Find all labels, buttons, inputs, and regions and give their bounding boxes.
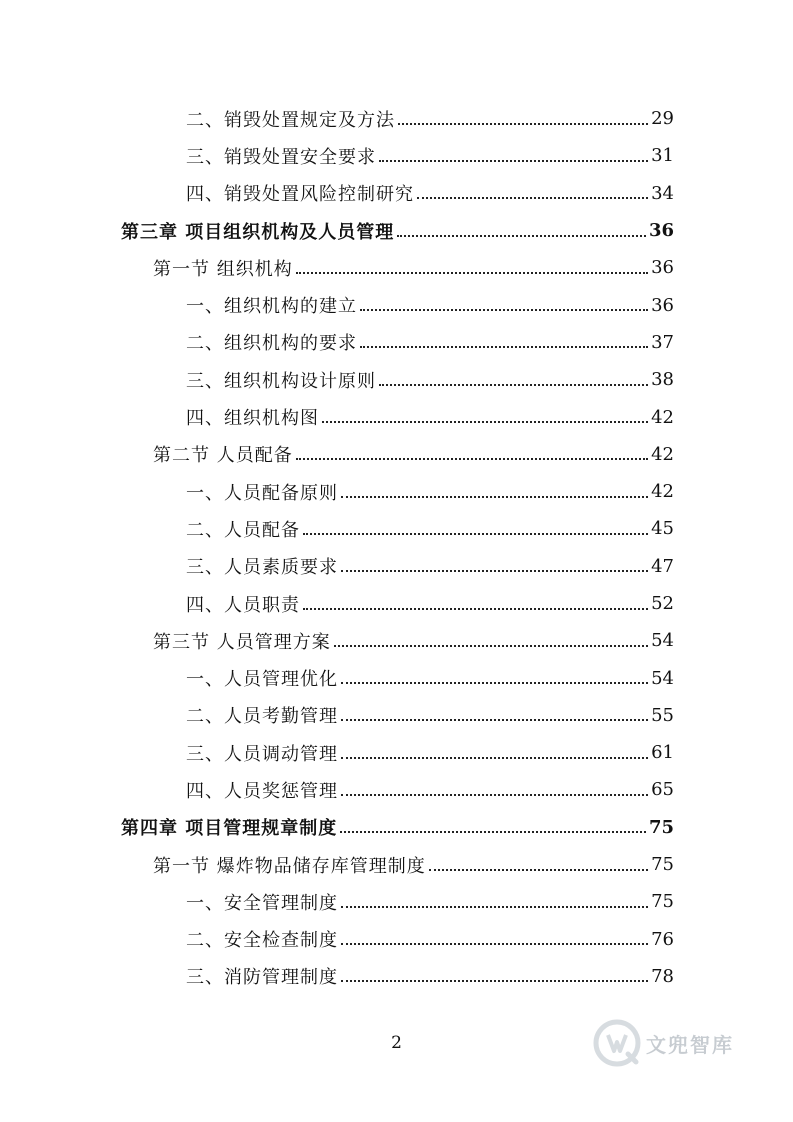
table-of-contents [0,100,793,995]
toc-entry-page-number: 42 [651,443,674,465]
toc-dot-leader [334,645,648,647]
toc-entry-item[interactable] [0,921,793,958]
toc-entry-item[interactable] [0,100,793,137]
toc-entry-label: 二、安全检查制度 [186,930,338,952]
toc-dot-leader [341,719,648,721]
toc-entry-page-number: 75 [651,854,674,876]
toc-entry-item[interactable] [0,175,793,212]
toc-entry-item[interactable] [0,324,793,361]
toc-entry-page-number: 54 [651,630,674,652]
watermark [592,1018,734,1068]
toc-dot-leader [398,123,648,125]
page-number: 2 [391,1033,402,1053]
toc-entry-item[interactable] [0,659,793,696]
toc-entry-label: 一、组织机构的建立 [186,296,357,318]
toc-entry-label: 三、组织机构设计原则 [186,370,376,392]
toc-entry-item[interactable] [0,286,793,323]
toc-entry-label: 第一节 爆炸物品储存库管理制度 [153,855,426,877]
toc-entry-chapter[interactable] [0,212,793,249]
toc-entry-page-number: 65 [651,779,674,801]
toc-dot-leader [341,682,648,684]
toc-entry-item[interactable] [0,510,793,547]
toc-entry-page-number: 76 [651,928,674,950]
toc-entry-item[interactable] [0,585,793,622]
toc-entry-item[interactable] [0,734,793,771]
toc-entry-page-number: 45 [651,518,674,540]
toc-entry-label: 二、销毁处置规定及方法 [186,109,395,131]
toc-dot-leader [397,235,646,237]
toc-entry-label: 三、消防管理制度 [186,967,338,989]
toc-entry-label: 第三节 人员管理方案 [153,631,331,653]
toc-dot-leader [341,570,648,572]
toc-entry-page-number: 37 [651,331,674,353]
toc-entry-page-number: 55 [651,704,674,726]
toc-entry-item[interactable] [0,697,793,734]
toc-entry-label: 四、人员奖惩管理 [186,780,338,802]
toc-dot-leader [379,384,648,386]
toc-entry-page-number: 36 [651,257,674,279]
toc-entry-label: 第一节 组织机构 [153,258,293,280]
toc-entry-page-number: 42 [651,481,674,503]
toc-entry-item[interactable] [0,361,793,398]
toc-entry-page-number: 34 [651,182,674,204]
toc-entry-label: 一、人员管理优化 [186,669,338,691]
toc-entry-item[interactable] [0,771,793,808]
toc-dot-leader [341,906,648,908]
toc-entry-page-number: 36 [651,294,674,316]
toc-entry-label: 三、人员素质要求 [186,557,338,579]
toc-entry-label: 四、组织机构图 [186,408,319,430]
toc-entry-page-number: 36 [648,220,674,242]
toc-entry-label: 二、组织机构的要求 [186,333,357,355]
toc-entry-label: 第四章 项目管理规章制度 [121,818,338,840]
toc-entry-label: 四、销毁处置风险控制研究 [186,184,414,206]
toc-dot-leader [429,869,648,871]
toc-dot-leader [341,980,648,982]
toc-entry-item[interactable] [0,398,793,435]
toc-dot-leader [340,831,646,833]
toc-entry-label: 一、人员配备原则 [186,482,338,504]
toc-entry-page-number: 38 [651,369,674,391]
toc-dot-leader [360,346,648,348]
toc-entry-section[interactable] [0,436,793,473]
toc-entry-page-number: 47 [651,555,674,577]
toc-dot-leader [296,272,648,274]
toc-dot-leader [303,608,648,610]
toc-entry-page-number: 78 [651,965,674,987]
toc-entry-section[interactable] [0,622,793,659]
toc-dot-leader [322,421,648,423]
toc-entry-label: 二、人员考勤管理 [186,706,338,728]
toc-entry-page-number: 75 [648,816,674,838]
watermark-text: 文兜智库 [646,1032,734,1057]
toc-entry-label: 第二节 人员配备 [153,445,293,467]
toc-entry-page-number: 29 [651,108,674,130]
toc-entry-item[interactable] [0,958,793,995]
toc-dot-leader [296,458,648,460]
toc-entry-page-number: 42 [651,406,674,428]
toc-entry-item[interactable] [0,883,793,920]
toc-dot-leader [360,309,648,311]
toc-entry-label: 二、人员配备 [186,519,300,541]
toc-entry-label: 三、人员调动管理 [186,743,338,765]
toc-entry-label: 四、人员职责 [186,594,300,616]
toc-dot-leader [417,197,648,199]
toc-entry-item[interactable] [0,473,793,510]
toc-entry-item[interactable] [0,548,793,585]
toc-entry-page-number: 31 [651,145,674,167]
toc-entry-section[interactable] [0,846,793,883]
toc-entry-chapter[interactable] [0,809,793,846]
toc-dot-leader [341,757,648,759]
toc-entry-label: 三、销毁处置安全要求 [186,146,376,168]
toc-dot-leader [379,160,648,162]
toc-dot-leader [341,794,648,796]
wendou-logo-icon [592,1018,642,1068]
toc-entry-section[interactable] [0,249,793,286]
toc-entry-item[interactable] [0,137,793,174]
toc-dot-leader [341,496,648,498]
toc-entry-page-number: 75 [651,891,674,913]
toc-entry-page-number: 52 [651,593,674,614]
toc-entry-label: 第三章 项目组织机构及人员管理 [121,221,395,243]
toc-dot-leader [303,533,648,535]
toc-entry-page-number: 54 [651,667,674,689]
toc-dot-leader [341,943,648,945]
toc-entry-label: 一、安全管理制度 [186,892,338,914]
toc-entry-page-number: 61 [651,742,674,764]
